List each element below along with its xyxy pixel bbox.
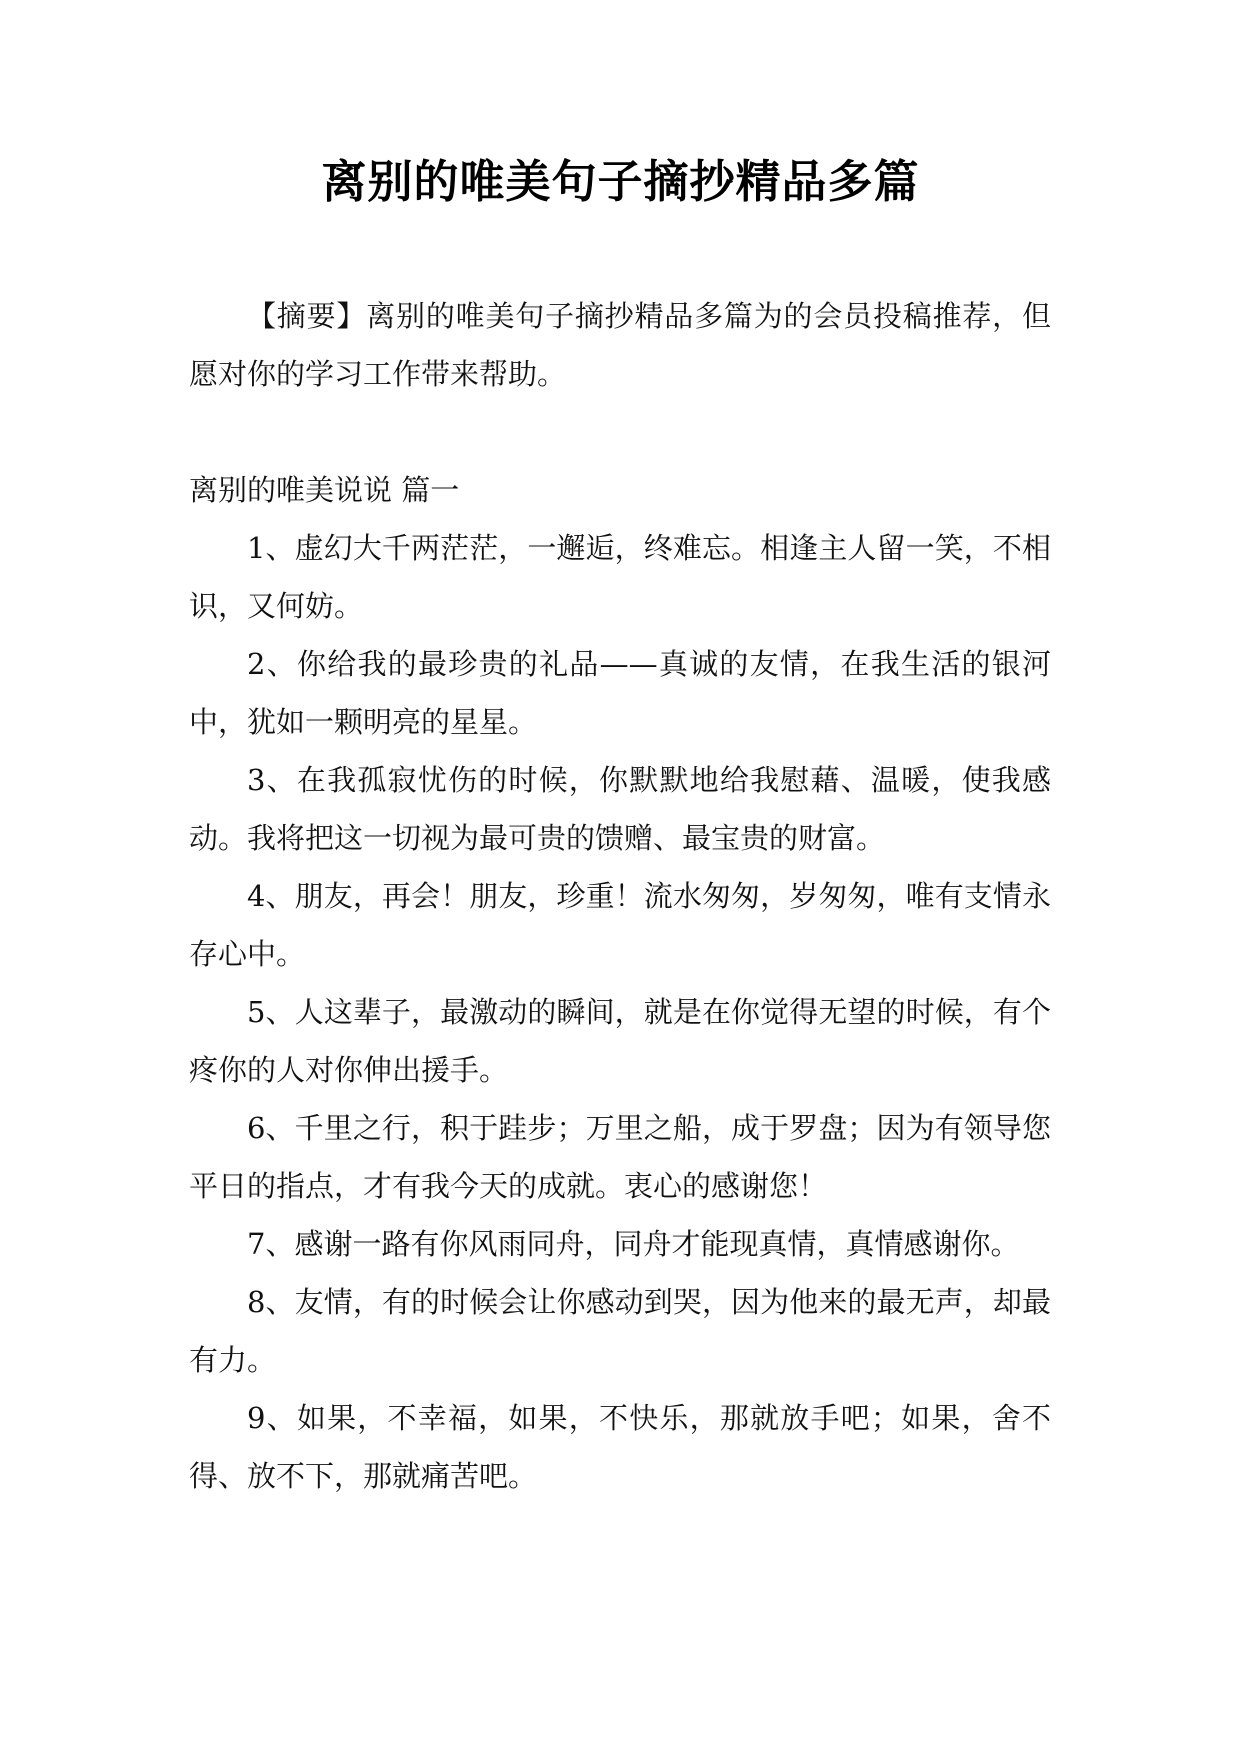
- document-body: [189, 287, 1051, 1505]
- list-item: 4、朋友，再会！朋友，珍重！流水匆匆，岁匆匆，唯有支情永存心中。: [189, 879, 1051, 971]
- list-item: 5、人这辈子，最激动的瞬间，就是在你觉得无望的时候，有个疼你的人对你伸出援手。: [189, 995, 1051, 1087]
- abstract-paragraph: 【摘要】离别的唯美句子摘抄精品多篇为的会员投稿推荐，但愿对你的学习工作带来帮助。: [189, 299, 1051, 391]
- list-item: 2、你给我的最珍贵的礼品——真诚的友情，在我生活的银河中，犹如一颗明亮的星星。: [189, 647, 1051, 739]
- list-item: 7、感谢一路有你风雨同舟，同舟才能现真情，真情感谢你。: [247, 1227, 1020, 1261]
- list-item: 6、千里之行，积于跬步；万里之船，成于罗盘；因为有领导您平日的指点，才有我今天的成就。衷心的感谢您！: [189, 1111, 1051, 1203]
- list-item: 9、如果，不幸福，如果，不快乐，那就放手吧；如果，舍不得、放不下，那就痛苦吧。: [189, 1401, 1051, 1493]
- document-title: 离别的唯美句子摘抄精品多篇: [321, 155, 920, 208]
- list-item: 3、在我孤寂忧伤的时候，你默默地给我慰藉、温暖，使我感动。我将把这一切视为最可贵的馈赠、最宝贵的财富。: [189, 763, 1051, 855]
- list-item: 1、虚幻大千两茫茫，一邂逅，终难忘。相逢主人留一笑，不相识，又何妨。: [189, 531, 1051, 623]
- list-item: 8、友情，有的时候会让你感动到哭，因为他来的最无声，却最有力。: [189, 1285, 1051, 1377]
- section-heading: 离别的唯美说说 篇一: [189, 473, 460, 507]
